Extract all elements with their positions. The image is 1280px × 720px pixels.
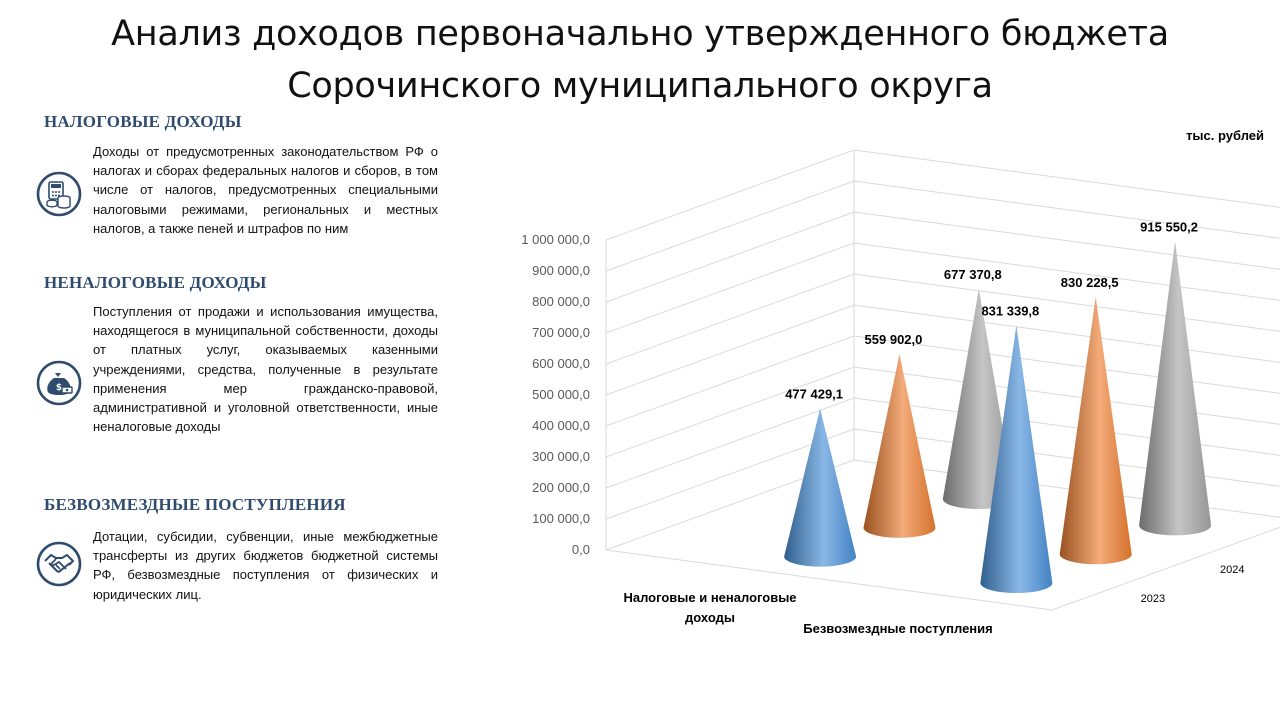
y-tick-label: 100 000,0 bbox=[532, 511, 590, 526]
tax-revenue-heading: НАЛОГОВЫЕ ДОХОДЫ bbox=[44, 112, 242, 131]
y-tick-label: 0,0 bbox=[571, 542, 590, 557]
category-label: Налоговые и неналоговые доходы bbox=[623, 590, 797, 625]
page-title bbox=[0, 8, 1280, 112]
chart-svg bbox=[470, 120, 1280, 650]
data-label: 477 429,1 bbox=[785, 386, 844, 402]
data-label: 915 550,2 bbox=[1140, 219, 1199, 235]
handshake-icon bbox=[36, 541, 82, 587]
depth-tick-label: 2024 bbox=[1220, 564, 1245, 576]
y-tick-label: 300 000,0 bbox=[532, 449, 590, 464]
data-label: 559 902,0 bbox=[864, 332, 923, 348]
non-tax-revenue-heading: НЕНАЛОГОВЫЕ ДОХОДЫ bbox=[44, 273, 267, 292]
svg-text:$: $ bbox=[55, 383, 63, 393]
y-tick-label: 600 000,0 bbox=[532, 356, 590, 371]
cone-layer bbox=[784, 242, 1211, 593]
unit-label: тыс. рублей bbox=[1186, 128, 1264, 143]
gratuitous-receipts-description: Дотации, субсидии, субвенции, иные межбюджетные трансферты из других бюджетов бюджетной системы РФ, безвозмездные поступления от физических и юридических лиц. bbox=[93, 529, 438, 602]
data-label: 677 370,8 bbox=[943, 267, 1002, 283]
title-line-1: Анализ доходов первоначально утвержденного бюджета bbox=[111, 14, 1169, 54]
revenue-cone-chart bbox=[470, 120, 1280, 650]
y-tick-label: 800 000,0 bbox=[532, 294, 590, 309]
y-tick-label: 900 000,0 bbox=[532, 263, 590, 278]
y-tick-label: 200 000,0 bbox=[532, 480, 590, 495]
cone-mark bbox=[863, 354, 935, 538]
tax-revenue-description: Доходы от предусмотренных законодательством РФ о налогах и сборах федеральных налогов и сборов, в том числе от налогов, предусмотренных специальными налоговыми режимами, региональных и местных налогов, а также пеней и штрафов по ним bbox=[93, 144, 438, 236]
data-label: 831 339,8 bbox=[981, 303, 1040, 319]
non-tax-revenue-description: Поступления от продажи и использования имущества, находящегося в муниципальной собственности, доходы от платных услуг, оказываемых казенными учреждениями, средства, полученные в результате применения мер гражданско-правовой, административной и уголовной ответственности, иные неналоговые доходы bbox=[93, 304, 438, 435]
cone-mark bbox=[1060, 297, 1132, 564]
money-bag-icon bbox=[36, 360, 82, 406]
cone-mark bbox=[1139, 242, 1211, 536]
coins-calculator-icon bbox=[36, 171, 82, 217]
gratuitous-receipts-heading: БЕЗВОЗМЕЗДНЫЕ ПОСТУПЛЕНИЯ bbox=[44, 495, 346, 514]
title-line-2: Сорочинского муниципального округа bbox=[287, 66, 993, 106]
y-tick-label: 700 000,0 bbox=[532, 325, 590, 340]
y-tick-label: 1 000 000,0 bbox=[521, 232, 590, 247]
category-label: Безвозмездные поступления bbox=[803, 621, 993, 636]
y-tick-label: 500 000,0 bbox=[532, 387, 590, 402]
depth-tick-label: 2023 bbox=[1140, 592, 1166, 605]
y-tick-label: 400 000,0 bbox=[532, 418, 590, 433]
data-label: 830 228,5 bbox=[1060, 274, 1119, 290]
